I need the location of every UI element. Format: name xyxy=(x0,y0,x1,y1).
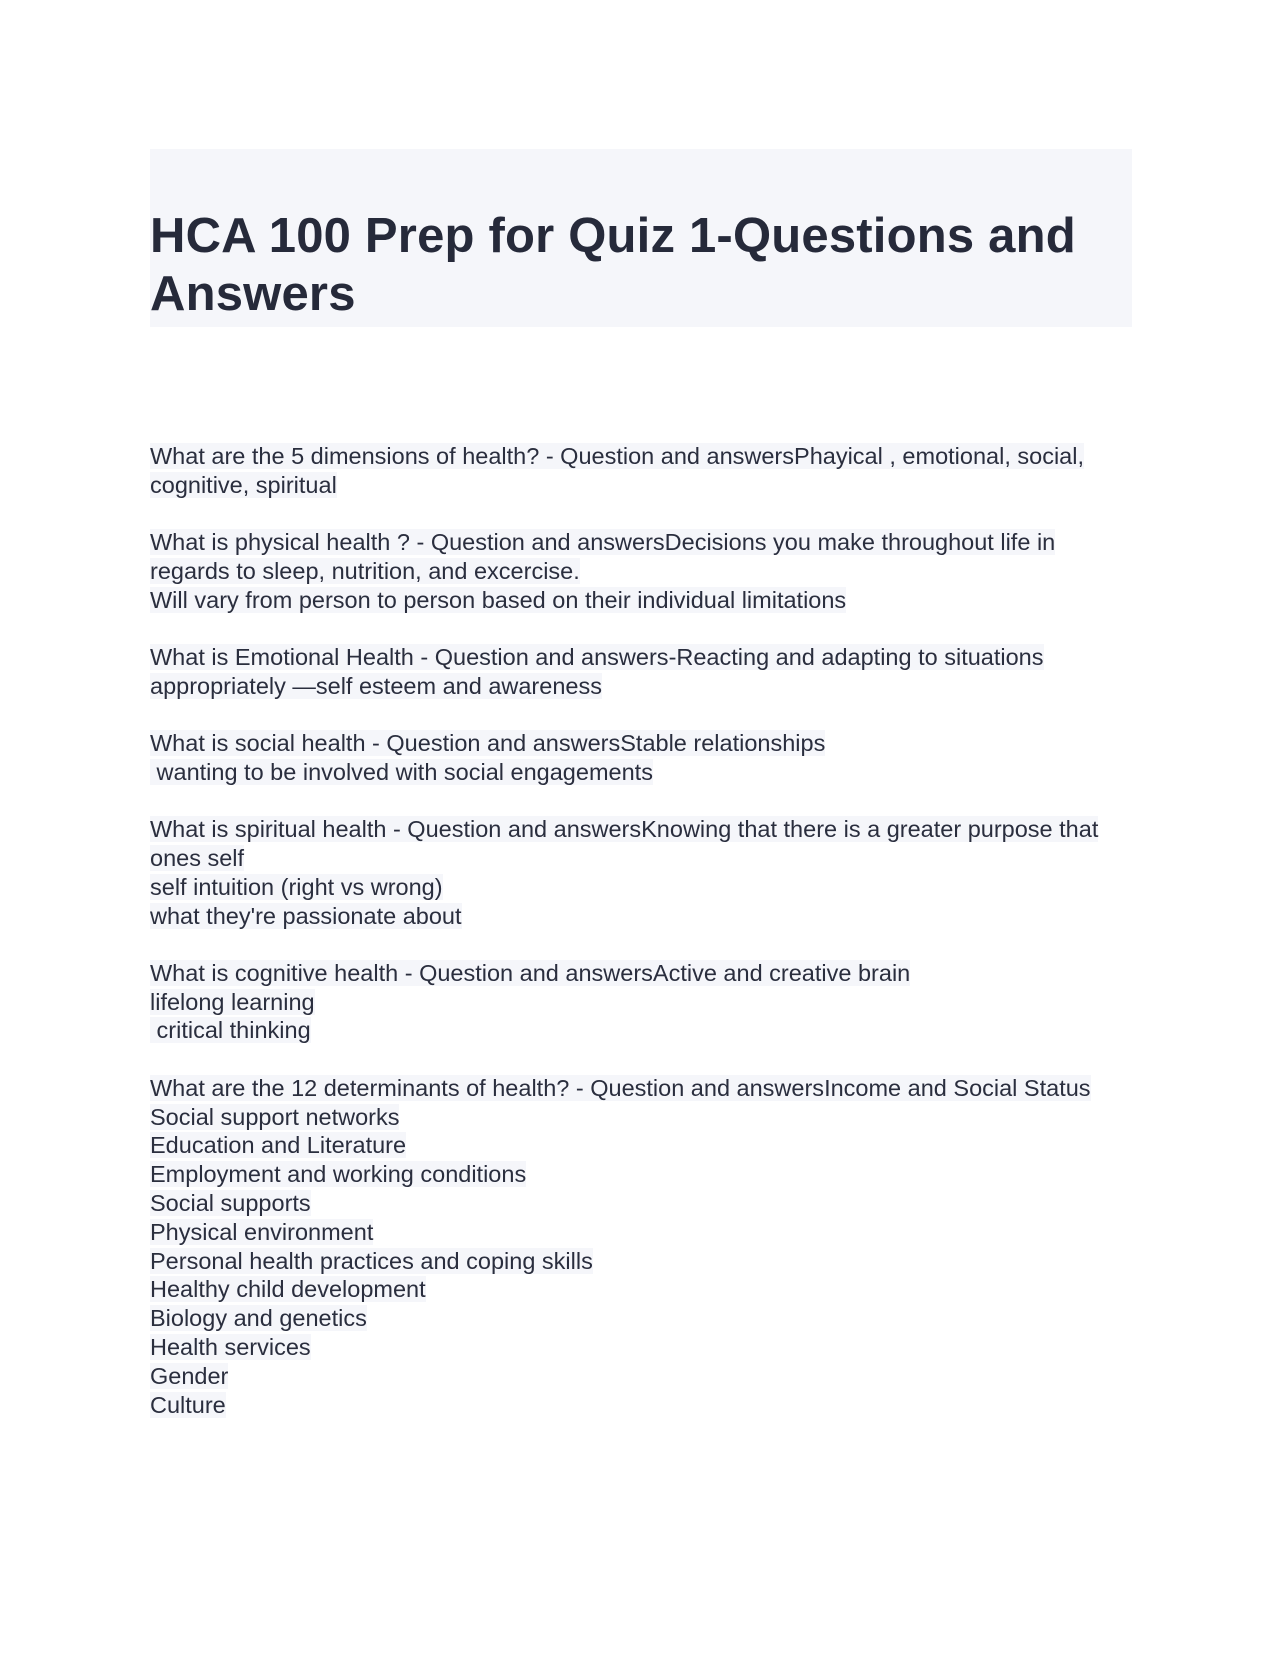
answer-line: Physical environment xyxy=(150,1218,374,1245)
answer-line: Biology and genetics xyxy=(150,1305,367,1332)
answer-line: Social supports xyxy=(150,1189,311,1216)
question-text: What is Emotional Health - Question and answers xyxy=(150,643,669,670)
question-text: What is social health - Question and answers xyxy=(150,730,621,757)
answer-line: Personal health practices and coping skills xyxy=(150,1247,593,1274)
answer-line: Stable relationships xyxy=(620,730,826,757)
question-text: What are the 12 determinants of health? - Question and answers xyxy=(150,1074,825,1101)
answer-line: Phayical , emotional, social, cognitive, spiritual xyxy=(150,443,1084,498)
answer-line: Knowing that there is a greater purpose that ones self xyxy=(150,816,1099,871)
answer-line: wanting to be involved with social engagements xyxy=(150,758,653,785)
document-title: HCA 100 Prep for Quiz 1-Questions and Answers xyxy=(150,209,1076,321)
answer-line: lifelong learning xyxy=(150,988,315,1015)
answer-line: Employment and working conditions xyxy=(150,1161,527,1188)
answer-line: Will vary from person to person based on their individual limitations xyxy=(150,586,847,613)
answer-line: Social support networks xyxy=(150,1103,400,1130)
answer-line: Culture xyxy=(150,1391,226,1418)
qa-entry-dimensions xyxy=(150,442,1132,500)
answer-line: Gender xyxy=(150,1362,229,1389)
qa-list xyxy=(150,442,1132,1419)
answer-line: Income and Social Status xyxy=(824,1074,1091,1101)
title-block xyxy=(150,149,1132,327)
answer-line: -Reacting and adapting to situations appropriately —self esteem and awareness xyxy=(150,643,1044,699)
answer-line: Decisions you make throughout life in regards to sleep, nutrition, and excercise. xyxy=(150,529,1056,584)
answer-line: Healthy child development xyxy=(150,1276,426,1303)
answer-line: what they're passionate about xyxy=(150,902,462,929)
answer-line: Education and Literature xyxy=(150,1132,407,1159)
qa-entry-emotional-health xyxy=(150,643,1132,701)
answer-line: critical thinking xyxy=(150,1017,311,1044)
qa-entry-spiritual-health xyxy=(150,815,1132,930)
question-text: What is cognitive health - Question and answers xyxy=(150,959,653,986)
answer-line: Active and creative brain xyxy=(652,959,911,986)
qa-entry-physical-health xyxy=(150,528,1132,614)
question-text: What is spiritual health - Question and answers xyxy=(150,816,642,843)
question-text: What are the 5 dimensions of health? - Question and answers xyxy=(150,443,795,469)
answer-line: self intuition (right vs wrong) xyxy=(150,873,443,900)
qa-entry-social-health xyxy=(150,729,1132,787)
answer-line: Health services xyxy=(150,1333,311,1360)
qa-entry-cognitive-health xyxy=(150,959,1132,1045)
question-text: What is physical health ? - Question and answers xyxy=(150,529,665,556)
document-page xyxy=(150,149,1132,1448)
qa-entry-determinants xyxy=(150,1074,1132,1420)
